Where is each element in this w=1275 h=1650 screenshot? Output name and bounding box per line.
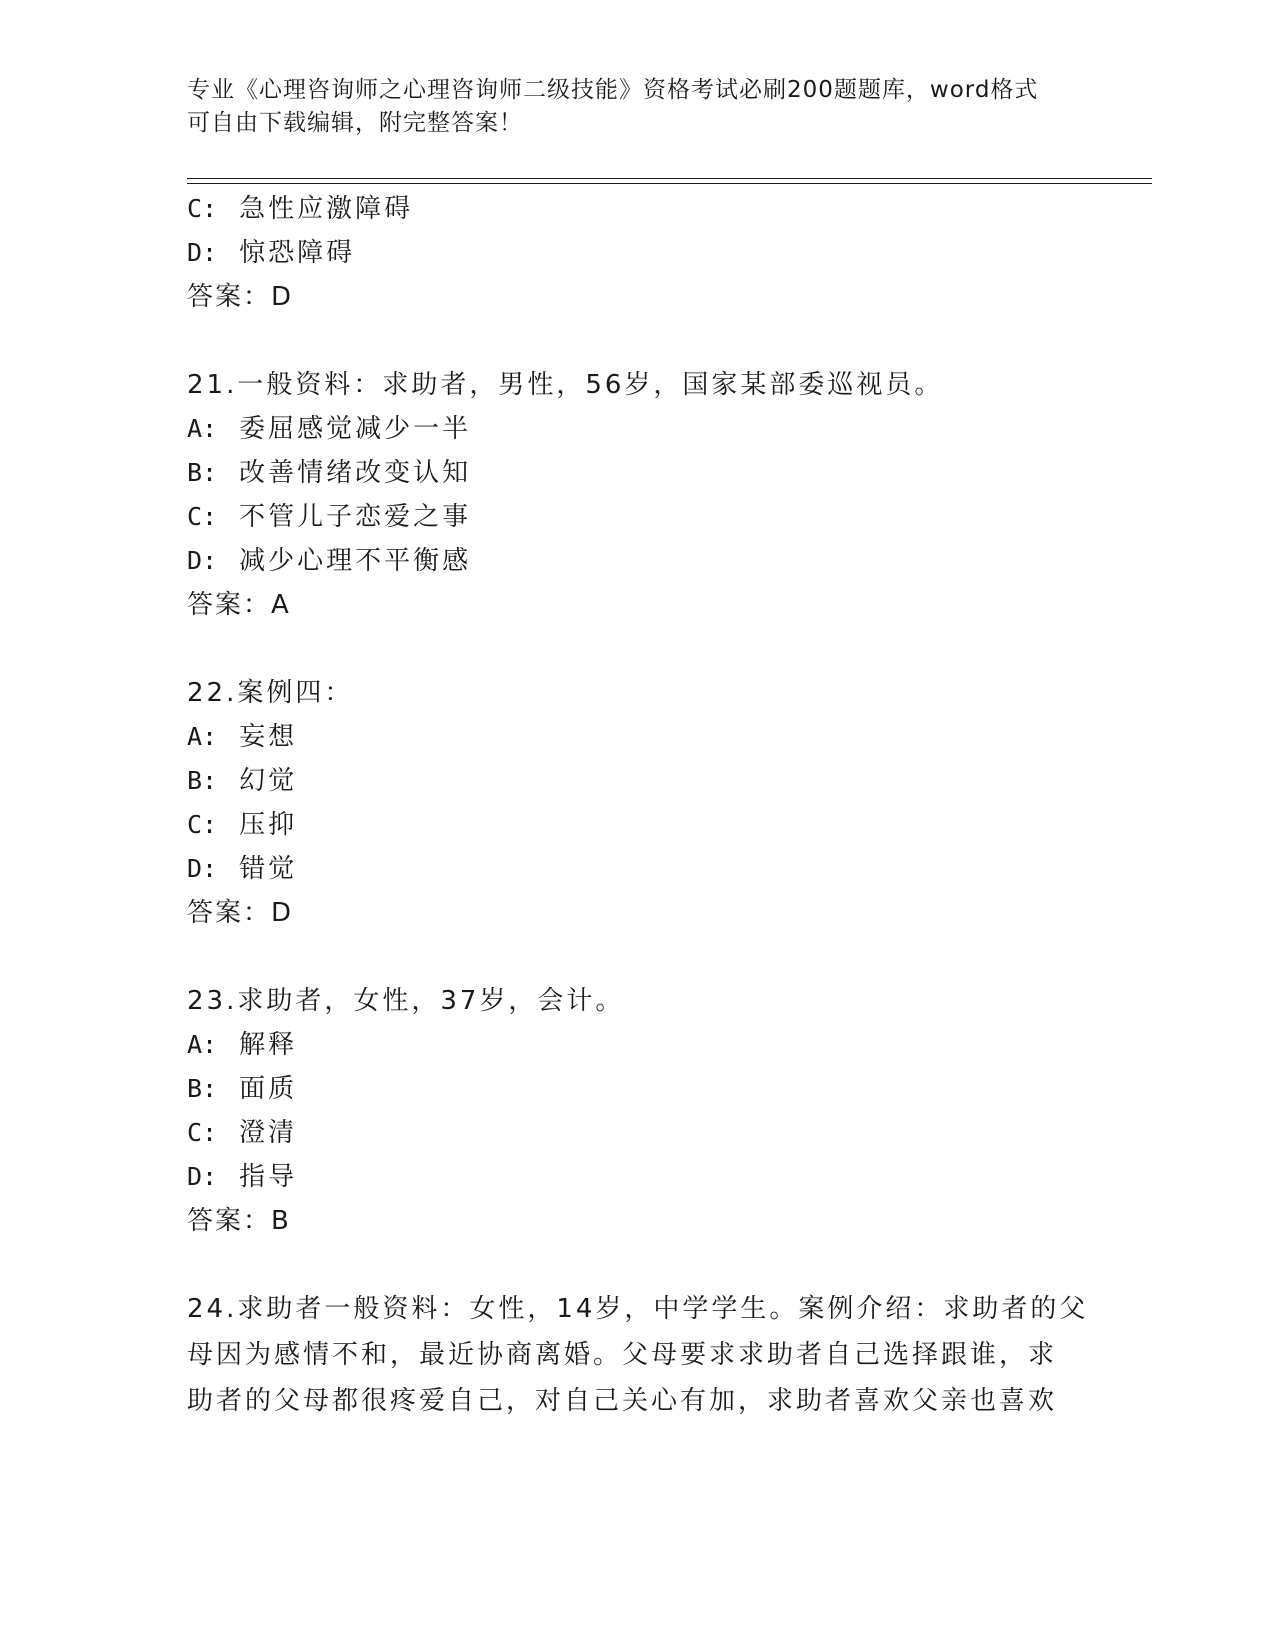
option-d (187, 1160, 297, 1194)
option-text: 惊恐障碍 (239, 238, 356, 268)
option-c (187, 808, 297, 842)
option-letter: C: (187, 194, 218, 223)
option-letter: B: (187, 458, 218, 487)
option-letter: B: (187, 766, 218, 795)
answer-line: 答案：D (187, 898, 294, 928)
header-line-1: 专业《心理咨询师之心理咨询师二级技能》资格考试必刷200题题库，word格式 (187, 77, 1039, 103)
option-text: 妄想 (239, 722, 298, 752)
option-text: 改善情绪改变认知 (239, 458, 472, 488)
option-c (187, 192, 413, 226)
header-divider-top (187, 178, 1152, 179)
option-text: 委屈感觉减少一半 (239, 414, 472, 444)
option-letter: A: (187, 1030, 218, 1059)
option-c (187, 1116, 297, 1150)
option-c (187, 500, 471, 534)
option-text: 面质 (239, 1074, 298, 1104)
option-text: 不管儿子恋爱之事 (239, 502, 472, 532)
question-24-line-3: 助者的父母都很疼爱自己，对自己关心有加，求助者喜欢父亲也喜欢 (187, 1386, 1058, 1416)
option-letter: A: (187, 414, 218, 443)
document-header (187, 74, 1087, 140)
option-letter: A: (187, 722, 218, 751)
question-23: 23.求助者，女性，37岁，会计。 (187, 986, 625, 1016)
option-b (187, 456, 471, 490)
question-21: 21.一般资料：求助者，男性，56岁，国家某部委巡视员。 (187, 370, 944, 400)
question-22: 22.案例四： (187, 678, 354, 708)
option-text: 指导 (239, 1162, 298, 1192)
option-text: 压抑 (239, 810, 298, 840)
option-a (187, 412, 471, 446)
option-text: 解释 (239, 1030, 298, 1060)
option-letter: C: (187, 1118, 218, 1147)
question-24-line-2: 母因为感情不和，最近协商离婚。父母要求求助者自己选择跟谁，求 (187, 1340, 1058, 1370)
option-b (187, 1072, 297, 1106)
option-b (187, 764, 297, 798)
option-text: 急性应激障碍 (239, 194, 414, 224)
header-divider-bottom (187, 183, 1152, 184)
answer-line: 答案：A (187, 590, 291, 620)
option-letter: B: (187, 1074, 218, 1103)
option-letter: D: (187, 238, 218, 267)
option-letter: C: (187, 502, 218, 531)
answer-line: 答案：B (187, 1206, 291, 1236)
option-a (187, 1028, 297, 1062)
option-text: 幻觉 (239, 766, 298, 796)
option-letter: C: (187, 810, 218, 839)
option-letter: D: (187, 854, 218, 883)
option-d (187, 544, 471, 578)
option-letter: D: (187, 1162, 218, 1191)
option-d (187, 852, 297, 886)
option-d (187, 236, 355, 270)
option-text: 错觉 (239, 854, 298, 884)
option-letter: D: (187, 546, 218, 575)
question-24-line-1: 24.求助者一般资料：女性，14岁，中学学生。案例介绍：求助者的父 (187, 1294, 1089, 1324)
option-text: 澄清 (239, 1118, 298, 1148)
header-line-2: 可自由下载编辑，附完整答案！ (187, 110, 523, 136)
option-a (187, 720, 297, 754)
answer-line: 答案：D (187, 282, 294, 312)
option-text: 减少心理不平衡感 (239, 546, 472, 576)
